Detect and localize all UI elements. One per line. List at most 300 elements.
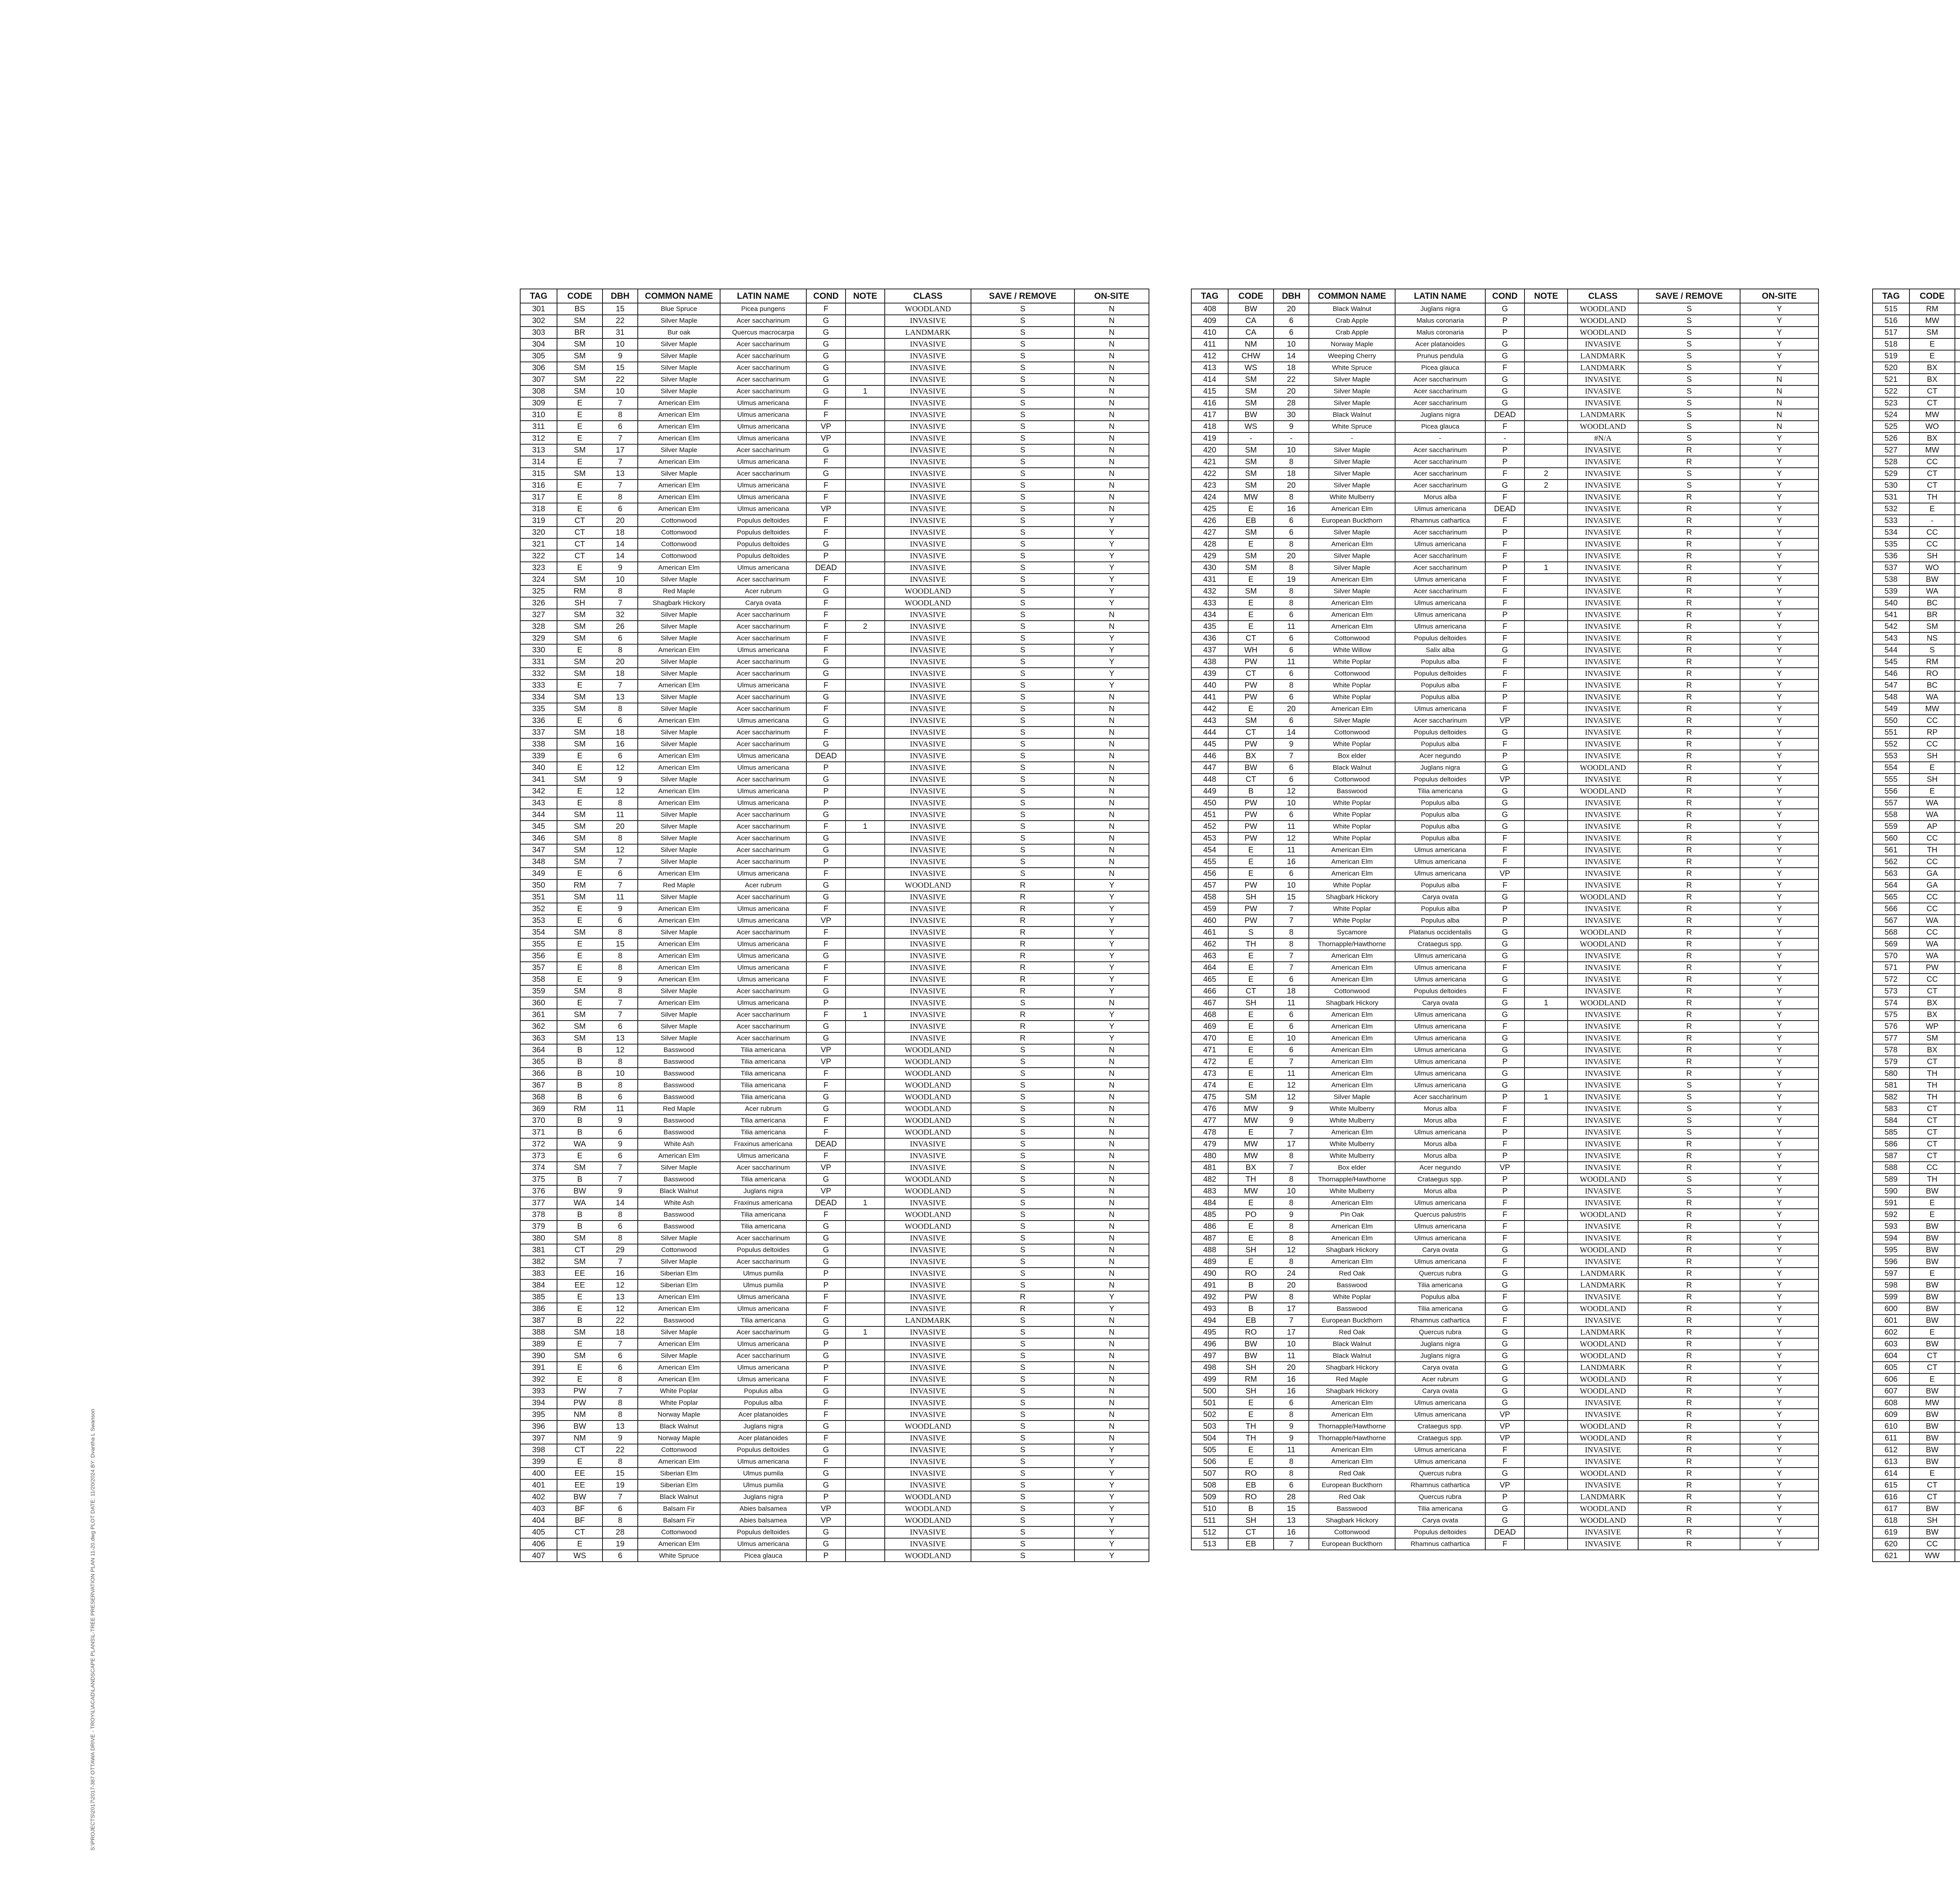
common-name-cell: Silver Maple — [638, 1021, 720, 1032]
latin-name-cell: Acer negundo — [1395, 1162, 1485, 1174]
condition-cell: P — [1485, 609, 1524, 621]
tag-cell: 352 — [520, 903, 557, 915]
tag-cell: 621 — [1873, 1550, 1909, 1562]
latin-name-cell: Populus alba — [1395, 821, 1485, 832]
on-site-cell: Y — [1740, 774, 1818, 785]
code-cell: E — [1228, 1444, 1274, 1456]
code-cell: CT — [1909, 468, 1955, 480]
code-cell: CT — [1909, 985, 1955, 997]
common-name-cell: Silver Maple — [1309, 456, 1395, 468]
table-row — [1191, 303, 1818, 315]
common-name-cell: White Poplar — [1309, 832, 1395, 844]
tag-cell: 411 — [1191, 338, 1228, 350]
on-site-cell: Y — [1740, 891, 1818, 903]
table-row — [520, 703, 1149, 715]
save-remove-cell: S — [971, 1115, 1074, 1126]
on-site-cell: N — [1074, 303, 1149, 315]
note-cell — [1524, 1291, 1568, 1303]
common-name-cell: Shagbark Hickory — [1309, 1362, 1395, 1373]
tag-cell: 572 — [1873, 974, 1909, 985]
dbh-cell: 6 — [1274, 974, 1309, 985]
note-cell — [846, 597, 885, 609]
tag-cell: 512 — [1191, 1526, 1228, 1538]
common-name-cell: Black Walnut — [1309, 409, 1395, 421]
tag-cell: 589 — [1873, 1174, 1909, 1185]
on-site-cell: Y — [1740, 785, 1818, 797]
tag-cell: 519 — [1873, 350, 1909, 362]
tag-cell: 586 — [1873, 1138, 1909, 1150]
save-remove-cell: S — [971, 303, 1074, 315]
common-name-cell: American Elm — [638, 962, 720, 974]
dbh-cell: 13 — [603, 691, 638, 703]
table-row — [1191, 550, 1818, 562]
dbh-cell: 8 — [603, 585, 638, 597]
condition-cell: P — [806, 1491, 846, 1503]
code-cell: SH — [1228, 1385, 1274, 1397]
dbh-cell: 16 — [1274, 1373, 1309, 1385]
table-row — [520, 444, 1149, 456]
table-row — [520, 515, 1149, 527]
save-remove-cell: S — [971, 844, 1074, 856]
save-remove-cell: R — [1638, 727, 1740, 738]
table-row — [520, 1456, 1149, 1468]
table-row — [1873, 1279, 1960, 1291]
code-cell: TH — [1228, 938, 1274, 950]
tag-cell: 596 — [1873, 1256, 1909, 1268]
common-name-cell: Red Oak — [1309, 1326, 1395, 1338]
note-cell — [846, 715, 885, 727]
code-cell: E — [1228, 574, 1274, 585]
note-cell — [1524, 315, 1568, 327]
table-row — [1873, 750, 1960, 762]
tag-cell: 505 — [1191, 1444, 1228, 1456]
on-site-cell: Y — [1074, 1456, 1149, 1468]
tag-cell: 594 — [1873, 1232, 1909, 1244]
dbh-cell — [1955, 903, 1960, 915]
tag-cell: 618 — [1873, 1515, 1909, 1526]
condition-cell: P — [806, 797, 846, 809]
class-cell: INVASIVE — [885, 821, 971, 832]
tag-cell: 453 — [1191, 832, 1228, 844]
condition-cell: F — [1485, 668, 1524, 679]
condition-cell: G — [806, 538, 846, 550]
dbh-cell — [1955, 1326, 1960, 1338]
dbh-cell: 10 — [603, 338, 638, 350]
tag-cell: 477 — [1191, 1115, 1228, 1126]
latin-name-cell: Acer saccharinum — [720, 985, 806, 997]
condition-cell: F — [806, 597, 846, 609]
code-cell: E — [1228, 1009, 1274, 1021]
tag-cell: 434 — [1191, 609, 1228, 621]
table-row — [520, 915, 1149, 926]
note-cell — [846, 738, 885, 750]
tag-cell: 347 — [520, 844, 557, 856]
table-row — [1873, 632, 1960, 644]
class-cell: INVASIVE — [1568, 679, 1638, 691]
common-name-cell: Basswood — [638, 1068, 720, 1079]
tag-cell: 392 — [520, 1373, 557, 1385]
on-site-cell: N — [1074, 1244, 1149, 1256]
on-site-cell: Y — [1074, 527, 1149, 538]
code-cell: E — [557, 456, 603, 468]
table-row — [520, 315, 1149, 327]
tag-cell: 384 — [520, 1279, 557, 1291]
common-name-cell: Thornapple/Hawthorne — [1309, 938, 1395, 950]
code-cell: CT — [1909, 1362, 1955, 1373]
tag-cell: 517 — [1873, 327, 1909, 338]
on-site-cell: Y — [1740, 527, 1818, 538]
table-row — [1873, 1303, 1960, 1315]
code-cell: E — [557, 962, 603, 974]
tag-cell: 538 — [1873, 574, 1909, 585]
tag-cell: 412 — [1191, 350, 1228, 362]
save-remove-cell: S — [1638, 1174, 1740, 1185]
class-cell: INVASIVE — [885, 703, 971, 715]
tag-cell: 387 — [520, 1315, 557, 1326]
tag-cell: 546 — [1873, 668, 1909, 679]
dbh-cell — [1955, 985, 1960, 997]
latin-name-cell: Ulmus pumila — [720, 1468, 806, 1479]
save-remove-cell: R — [1638, 950, 1740, 962]
latin-name-cell: Quercus rubra — [1395, 1268, 1485, 1279]
code-cell: RM — [1909, 303, 1955, 315]
tag-cell: 445 — [1191, 738, 1228, 750]
class-cell: WOODLAND — [1568, 938, 1638, 950]
tag-cell: 491 — [1191, 1279, 1228, 1291]
save-remove-cell: R — [1638, 1456, 1740, 1468]
tag-cell: 545 — [1873, 656, 1909, 668]
note-cell — [846, 1291, 885, 1303]
tag-cell: 428 — [1191, 538, 1228, 550]
note-cell — [1524, 632, 1568, 644]
note-cell — [1524, 385, 1568, 397]
condition-cell: G — [1485, 1068, 1524, 1079]
code-cell: SM — [1228, 468, 1274, 480]
dbh-cell: 11 — [1274, 1068, 1309, 1079]
dbh-cell: 6 — [1274, 527, 1309, 538]
tag-cell: 595 — [1873, 1244, 1909, 1256]
on-site-cell: Y — [1740, 480, 1818, 491]
tag-cell: 559 — [1873, 821, 1909, 832]
common-name-cell: Basswood — [638, 1126, 720, 1138]
on-site-cell: N — [1074, 456, 1149, 468]
code-cell: SM — [557, 1256, 603, 1268]
save-remove-cell: R — [1638, 1479, 1740, 1491]
condition-cell: G — [806, 1103, 846, 1115]
save-remove-cell: S — [1638, 1126, 1740, 1138]
tag-cell: 472 — [1191, 1056, 1228, 1068]
table-row — [1191, 727, 1818, 738]
dbh-cell — [1955, 1338, 1960, 1350]
latin-name-cell: Ulmus pumila — [720, 1268, 806, 1279]
save-remove-cell: R — [1638, 1197, 1740, 1209]
code-cell: CT — [1909, 385, 1955, 397]
dbh-cell: 20 — [1274, 303, 1309, 315]
condition-cell: G — [1485, 891, 1524, 903]
note-cell — [1524, 1538, 1568, 1550]
common-name-cell: American Elm — [1309, 1232, 1395, 1244]
dbh-cell — [1955, 527, 1960, 538]
class-cell: INVASIVE — [1568, 738, 1638, 750]
table-row — [1873, 1009, 1960, 1021]
dbh-cell: 7 — [1274, 1538, 1309, 1550]
table-row — [1873, 1221, 1960, 1232]
condition-cell: P — [1485, 1150, 1524, 1162]
save-remove-cell: S — [971, 491, 1074, 503]
tag-cell: 320 — [520, 527, 557, 538]
condition-cell: DEAD — [806, 562, 846, 574]
latin-name-cell: Ulmus americana — [1395, 1456, 1485, 1468]
table-row — [1191, 1526, 1818, 1538]
class-cell: INVASIVE — [885, 750, 971, 762]
condition-cell: G — [806, 985, 846, 997]
latin-name-cell: Ulmus pumila — [720, 1279, 806, 1291]
table-row — [1873, 1256, 1960, 1268]
tag-cell: 507 — [1191, 1468, 1228, 1479]
latin-name-cell: Crataegus spp. — [1395, 1174, 1485, 1185]
latin-name-cell: Acer saccharinum — [720, 738, 806, 750]
save-remove-cell: R — [1638, 1468, 1740, 1479]
tag-cell: 357 — [520, 962, 557, 974]
latin-name-cell: Malus coronaria — [1395, 315, 1485, 327]
code-cell: E — [557, 868, 603, 879]
tag-cell: 479 — [1191, 1138, 1228, 1150]
dbh-cell — [1955, 538, 1960, 550]
on-site-cell: Y — [1740, 644, 1818, 656]
condition-cell: VP — [806, 421, 846, 432]
common-name-cell: Silver Maple — [1309, 385, 1395, 397]
tag-cell: 361 — [520, 1009, 557, 1021]
on-site-cell: N — [1074, 491, 1149, 503]
condition-cell: G — [1485, 1244, 1524, 1256]
table-row — [1191, 1409, 1818, 1421]
tag-cell: 465 — [1191, 974, 1228, 985]
save-remove-cell: S — [1638, 1079, 1740, 1091]
tag-cell: 476 — [1191, 1103, 1228, 1115]
table-row — [520, 938, 1149, 950]
table-row — [1191, 950, 1818, 962]
dbh-cell: 15 — [603, 938, 638, 950]
save-remove-cell: R — [1638, 1409, 1740, 1421]
class-cell: INVASIVE — [885, 409, 971, 421]
note-cell — [846, 950, 885, 962]
condition-cell: G — [806, 950, 846, 962]
latin-name-cell: Ulmus americana — [720, 762, 806, 774]
tag-cell: 448 — [1191, 774, 1228, 785]
save-remove-cell: R — [971, 1291, 1074, 1303]
code-cell: B — [1228, 785, 1274, 797]
dbh-cell: 8 — [603, 985, 638, 997]
tag-cell: 310 — [520, 409, 557, 421]
note-cell — [1524, 1103, 1568, 1115]
dbh-cell: 11 — [1274, 1350, 1309, 1362]
save-remove-cell: S — [1638, 303, 1740, 315]
class-cell: INVASIVE — [885, 432, 971, 444]
latin-name-cell: Acer saccharinum — [720, 926, 806, 938]
common-name-cell: American Elm — [638, 762, 720, 774]
on-site-cell: Y — [1074, 903, 1149, 915]
code-cell: BX — [1909, 374, 1955, 385]
save-remove-cell: S — [1638, 432, 1740, 444]
table-row — [1873, 1126, 1960, 1138]
table-row — [520, 738, 1149, 750]
common-name-cell: Siberian Elm — [638, 1268, 720, 1279]
tag-cell: 567 — [1873, 915, 1909, 926]
save-remove-cell: S — [971, 385, 1074, 397]
condition-cell: F — [806, 821, 846, 832]
table-row — [1191, 715, 1818, 727]
note-cell — [846, 797, 885, 809]
common-name-cell: American Elm — [1309, 703, 1395, 715]
condition-cell: P — [1485, 527, 1524, 538]
save-remove-cell: S — [971, 327, 1074, 338]
table-row — [1873, 868, 1960, 879]
save-remove-cell: S — [971, 1268, 1074, 1279]
note-cell — [846, 1515, 885, 1526]
table-row — [520, 1303, 1149, 1315]
note-cell — [846, 679, 885, 691]
class-cell: WOODLAND — [1568, 315, 1638, 327]
common-name-cell: American Elm — [638, 715, 720, 727]
save-remove-cell: S — [971, 538, 1074, 550]
note-cell — [846, 432, 885, 444]
note-cell — [1524, 397, 1568, 409]
common-name-cell: American Elm — [638, 1338, 720, 1350]
code-cell: CT — [1228, 632, 1274, 644]
common-name-cell: Cottonwood — [1309, 774, 1395, 785]
note-cell — [1524, 1373, 1568, 1385]
latin-name-cell: Carya ovata — [1395, 997, 1485, 1009]
on-site-cell: Y — [1740, 668, 1818, 679]
dbh-cell: 8 — [1274, 1291, 1309, 1303]
common-name-cell: White Mulberry — [1309, 1103, 1395, 1115]
save-remove-cell: S — [971, 609, 1074, 621]
tag-cell: 609 — [1873, 1409, 1909, 1421]
code-cell: WA — [1909, 938, 1955, 950]
on-site-cell: Y — [1740, 1515, 1818, 1526]
tag-cell: 341 — [520, 774, 557, 785]
code-cell: BW — [1909, 1244, 1955, 1256]
dbh-cell: 9 — [603, 1185, 638, 1197]
note-cell: 1 — [1524, 1091, 1568, 1103]
code-cell: BW — [1909, 1338, 1955, 1350]
table-row — [520, 1032, 1149, 1044]
save-remove-cell: S — [971, 621, 1074, 632]
tag-cell: 459 — [1191, 903, 1228, 915]
table-row — [1191, 1315, 1818, 1326]
table-row — [1191, 1209, 1818, 1221]
condition-cell: P — [806, 1338, 846, 1350]
common-name-cell: Black Walnut — [1309, 762, 1395, 774]
common-name-cell: White Spruce — [638, 1550, 720, 1562]
latin-name-cell: Acer saccharinum — [720, 621, 806, 632]
tag-cell: 332 — [520, 668, 557, 679]
common-name-cell: Basswood — [638, 1209, 720, 1221]
class-cell: INVASIVE — [885, 1409, 971, 1421]
condition-cell: F — [1485, 362, 1524, 374]
common-name-cell: European Buckthorn — [1309, 1315, 1395, 1326]
save-remove-cell: S — [971, 1526, 1074, 1538]
class-cell: INVASIVE — [885, 1244, 971, 1256]
save-remove-cell: S — [971, 1397, 1074, 1409]
condition-cell: G — [806, 844, 846, 856]
code-cell: E — [557, 562, 603, 574]
table-row — [1191, 1126, 1818, 1138]
common-name-cell: Basswood — [638, 1044, 720, 1056]
class-cell: INVASIVE — [1568, 691, 1638, 703]
note-cell — [1524, 1456, 1568, 1468]
condition-cell: F — [1485, 985, 1524, 997]
save-remove-cell: R — [971, 1303, 1074, 1315]
common-name-cell: Silver Maple — [638, 703, 720, 715]
note-cell — [846, 1409, 885, 1421]
latin-name-cell: Acer saccharinum — [720, 468, 806, 480]
common-name-cell: Silver Maple — [1309, 444, 1395, 456]
tag-cell: 441 — [1191, 691, 1228, 703]
condition-cell: P — [806, 1550, 846, 1562]
save-remove-cell: S — [971, 1326, 1074, 1338]
tag-cell: 345 — [520, 821, 557, 832]
latin-name-cell: Populus deltoides — [1395, 632, 1485, 644]
save-remove-cell: S — [971, 503, 1074, 515]
code-cell: CT — [557, 1244, 603, 1256]
class-cell: INVASIVE — [1568, 1032, 1638, 1044]
code-cell: B — [1228, 1303, 1274, 1315]
save-remove-cell: R — [1638, 1162, 1740, 1174]
latin-name-cell: Populus deltoides — [720, 1444, 806, 1456]
tag-cell: 308 — [520, 385, 557, 397]
common-name-cell: American Elm — [1309, 962, 1395, 974]
latin-name-cell: Ulmus americana — [1395, 950, 1485, 962]
class-cell: INVASIVE — [1568, 1138, 1638, 1150]
dbh-cell — [1955, 1091, 1960, 1103]
save-remove-cell: S — [971, 1385, 1074, 1397]
dbh-cell: 11 — [603, 891, 638, 903]
class-cell: INVASIVE — [1568, 1315, 1638, 1326]
code-cell: E — [1228, 856, 1274, 868]
table-row — [1873, 1326, 1960, 1338]
note-cell — [846, 785, 885, 797]
on-site-cell: Y — [1740, 1150, 1818, 1162]
tag-cell: 510 — [1191, 1503, 1228, 1515]
table-row — [1191, 1079, 1818, 1091]
note-cell — [1524, 1126, 1568, 1138]
class-cell: INVASIVE — [885, 480, 971, 491]
latin-name-cell: Acer saccharinum — [1395, 480, 1485, 491]
class-cell: INVASIVE — [885, 1232, 971, 1244]
table-row — [1873, 762, 1960, 774]
class-cell: WOODLAND — [885, 1091, 971, 1103]
note-cell — [846, 1044, 885, 1056]
tag-cell: 539 — [1873, 585, 1909, 597]
table-row — [520, 327, 1149, 338]
save-remove-cell: S — [971, 809, 1074, 821]
condition-cell: G — [1485, 1362, 1524, 1373]
table-row — [1191, 1385, 1818, 1397]
tag-cell: 439 — [1191, 668, 1228, 679]
table-row — [1191, 315, 1818, 327]
code-cell: BW — [1909, 1444, 1955, 1456]
condition-cell: G — [1485, 303, 1524, 315]
on-site-cell: Y — [1074, 656, 1149, 668]
dbh-cell — [1955, 856, 1960, 868]
latin-name-cell: Ulmus americana — [1395, 1079, 1485, 1091]
save-remove-cell: S — [971, 1503, 1074, 1515]
latin-name-cell: Rhamnus cathartica — [1395, 1538, 1485, 1550]
save-remove-cell: R — [1638, 1268, 1740, 1279]
dbh-cell: 20 — [1274, 385, 1309, 397]
save-remove-cell: R — [1638, 1021, 1740, 1032]
